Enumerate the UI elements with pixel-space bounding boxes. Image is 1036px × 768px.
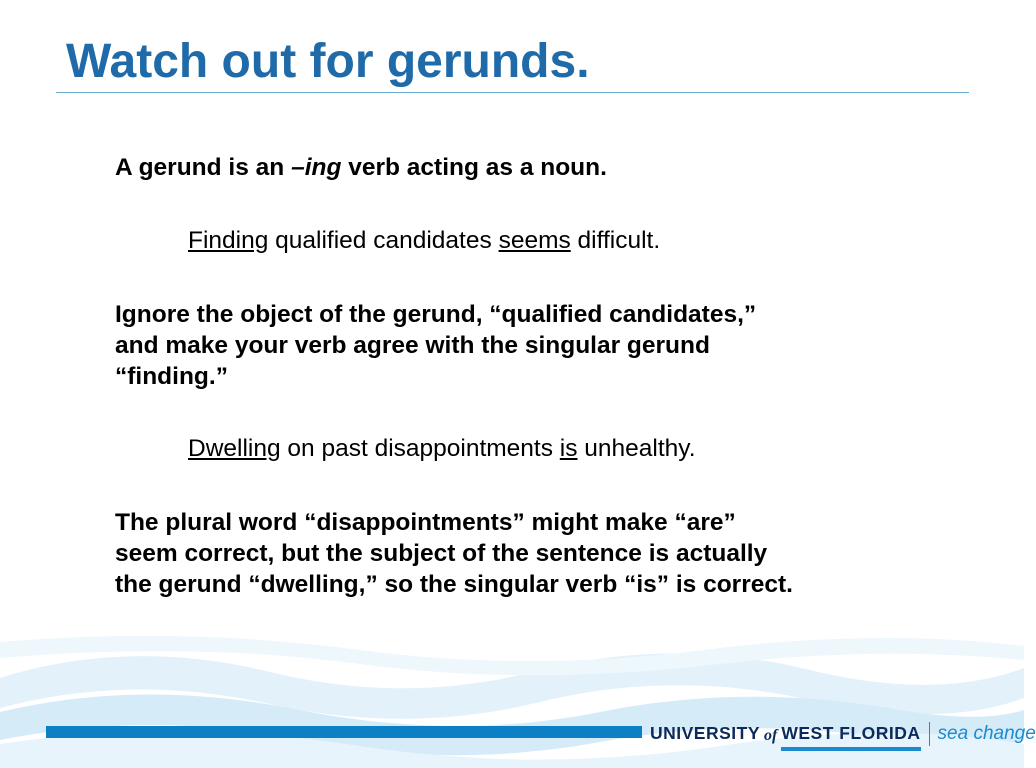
gerund-definition xyxy=(115,152,935,183)
definition-ing-suffix: –ing xyxy=(291,154,342,181)
explanation-1 xyxy=(115,299,935,392)
explanation-2 xyxy=(115,507,935,600)
logo-university: UNIVERSITY xyxy=(650,723,761,743)
explanation-2-line-3: the gerund “dwelling,” so the singular verb “is” is correct. xyxy=(115,571,793,598)
definition-text-end: verb acting as a noun. xyxy=(341,154,607,181)
explanation-1-line-3: “finding.” xyxy=(115,363,228,390)
example-2-verb: is xyxy=(559,435,578,462)
example-2-middle: on past disappointments xyxy=(280,435,560,462)
logo-west-florida: WEST FLORIDA xyxy=(781,723,921,743)
explanation-1-line-1: Ignore the object of the gerund, “qualified candidates,” xyxy=(115,301,757,328)
footer-accent-bar xyxy=(46,726,642,738)
uwf-logo xyxy=(650,722,1036,752)
explanation-2-line-1: The plural word “disappointments” might make “are” xyxy=(115,509,736,536)
logo-of: of xyxy=(764,727,778,744)
example-2-end: unhealthy. xyxy=(577,435,696,462)
explanation-2-line-2: seem correct, but the subject of the sentence is actually xyxy=(115,540,768,567)
explanation-1-line-2: and make your verb agree with the singular gerund xyxy=(115,332,710,359)
example-sentence-2 xyxy=(188,433,948,464)
example-1-middle: qualified candidates xyxy=(268,227,499,254)
example-1-end: difficult. xyxy=(570,227,661,254)
logo-underline xyxy=(781,747,920,751)
example-1-gerund: Finding xyxy=(188,227,269,254)
slide-title: Watch out for gerunds. xyxy=(66,35,590,88)
example-1-verb: seems xyxy=(498,227,571,254)
title-divider xyxy=(56,92,969,93)
definition-text-start: A gerund is an xyxy=(115,154,292,181)
logo-tagline: sea change xyxy=(937,723,1036,744)
example-2-gerund: Dwelling xyxy=(188,435,281,462)
logo-separator xyxy=(929,722,930,746)
example-sentence-1 xyxy=(188,225,948,256)
